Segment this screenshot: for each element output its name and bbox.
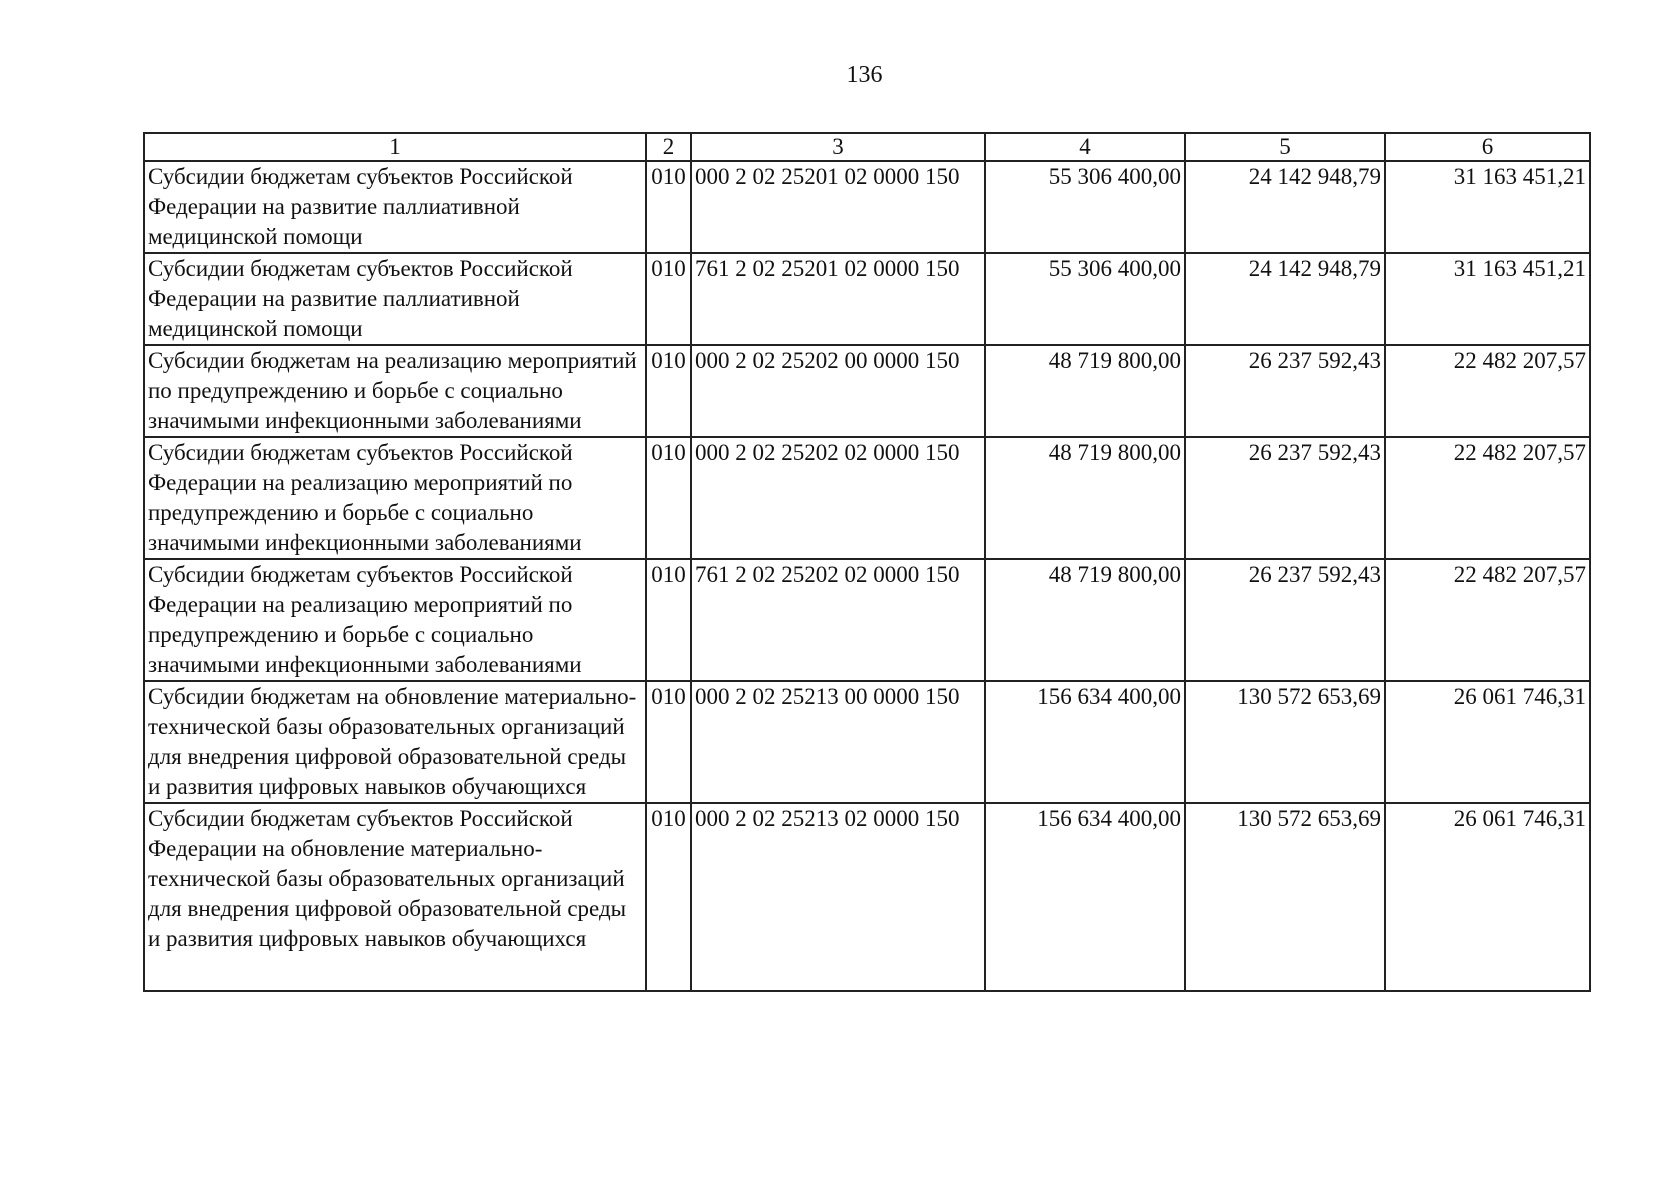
row-name: Субсидии бюджетам на обновление материально-технической базы образовательных организаций для внедрения цифровой образовательной среды и развития цифровых навыков обучающихся (144, 681, 646, 803)
row-executed: 24 142 948,79 (1185, 253, 1385, 345)
row-approved: 48 719 800,00 (985, 437, 1185, 559)
table-row (144, 559, 1590, 681)
row-unexecuted: 31 163 451,21 (1385, 253, 1590, 345)
row-executed: 130 572 653,69 (1185, 681, 1385, 803)
row-budget-code: 000 2 02 25202 00 0000 150 (691, 345, 985, 437)
table-row (144, 161, 1590, 253)
row-executed: 130 572 653,69 (1185, 803, 1385, 991)
column-header-4: 4 (985, 133, 1185, 161)
table-row (144, 437, 1590, 559)
row-unexecuted: 22 482 207,57 (1385, 345, 1590, 437)
row-approved: 48 719 800,00 (985, 559, 1185, 681)
row-line-code: 010 (646, 559, 691, 681)
row-executed: 26 237 592,43 (1185, 437, 1385, 559)
table-row (144, 253, 1590, 345)
row-unexecuted: 31 163 451,21 (1385, 161, 1590, 253)
row-budget-code: 761 2 02 25201 02 0000 150 (691, 253, 985, 345)
row-approved: 156 634 400,00 (985, 681, 1185, 803)
row-budget-code: 000 2 02 25213 00 0000 150 (691, 681, 985, 803)
row-name: Субсидии бюджетам субъектов Российской Федерации на развитие паллиативной медицинской помощи (144, 161, 646, 253)
row-line-code: 010 (646, 437, 691, 559)
row-executed: 26 237 592,43 (1185, 345, 1385, 437)
row-name: Субсидии бюджетам субъектов Российской Федерации на обновление материально-технической базы образовательных организаций для внедрения цифровой образовательной среды и развития цифровых навыков обучающихся (144, 803, 646, 991)
row-name: Субсидии бюджетам субъектов Российской Федерации на реализацию мероприятий по предупреждению и борьбе с социально значимыми инфекционными заболеваниями (144, 559, 646, 681)
row-budget-code: 000 2 02 25213 02 0000 150 (691, 803, 985, 991)
row-unexecuted: 26 061 746,31 (1385, 681, 1590, 803)
column-header-1: 1 (144, 133, 646, 161)
row-name: Субсидии бюджетам на реализацию мероприятий по предупреждению и борьбе с социально значимыми инфекционными заболеваниями (144, 345, 646, 437)
row-executed: 24 142 948,79 (1185, 161, 1385, 253)
row-line-code: 010 (646, 345, 691, 437)
row-line-code: 010 (646, 161, 691, 253)
row-budget-code: 761 2 02 25202 02 0000 150 (691, 559, 985, 681)
row-approved: 48 719 800,00 (985, 345, 1185, 437)
column-header-5: 5 (1185, 133, 1385, 161)
table-row (144, 803, 1590, 991)
row-unexecuted: 22 482 207,57 (1385, 437, 1590, 559)
row-approved: 55 306 400,00 (985, 253, 1185, 345)
table-row (144, 681, 1590, 803)
budget-table (143, 132, 1591, 992)
row-name: Субсидии бюджетам субъектов Российской Федерации на развитие паллиативной медицинской помощи (144, 253, 646, 345)
row-line-code: 010 (646, 803, 691, 991)
table-row (144, 345, 1590, 437)
row-unexecuted: 22 482 207,57 (1385, 559, 1590, 681)
row-line-code: 010 (646, 681, 691, 803)
row-executed: 26 237 592,43 (1185, 559, 1385, 681)
table-header-row (144, 133, 1590, 161)
page-number: 136 (846, 62, 883, 88)
column-header-3: 3 (691, 133, 985, 161)
row-budget-code: 000 2 02 25201 02 0000 150 (691, 161, 985, 253)
column-header-6: 6 (1385, 133, 1590, 161)
row-approved: 156 634 400,00 (985, 803, 1185, 991)
column-header-2: 2 (646, 133, 691, 161)
row-name: Субсидии бюджетам субъектов Российской Федерации на реализацию мероприятий по предупреждению и борьбе с социально значимыми инфекционными заболеваниями (144, 437, 646, 559)
row-approved: 55 306 400,00 (985, 161, 1185, 253)
row-unexecuted: 26 061 746,31 (1385, 803, 1590, 991)
row-budget-code: 000 2 02 25202 02 0000 150 (691, 437, 985, 559)
row-line-code: 010 (646, 253, 691, 345)
